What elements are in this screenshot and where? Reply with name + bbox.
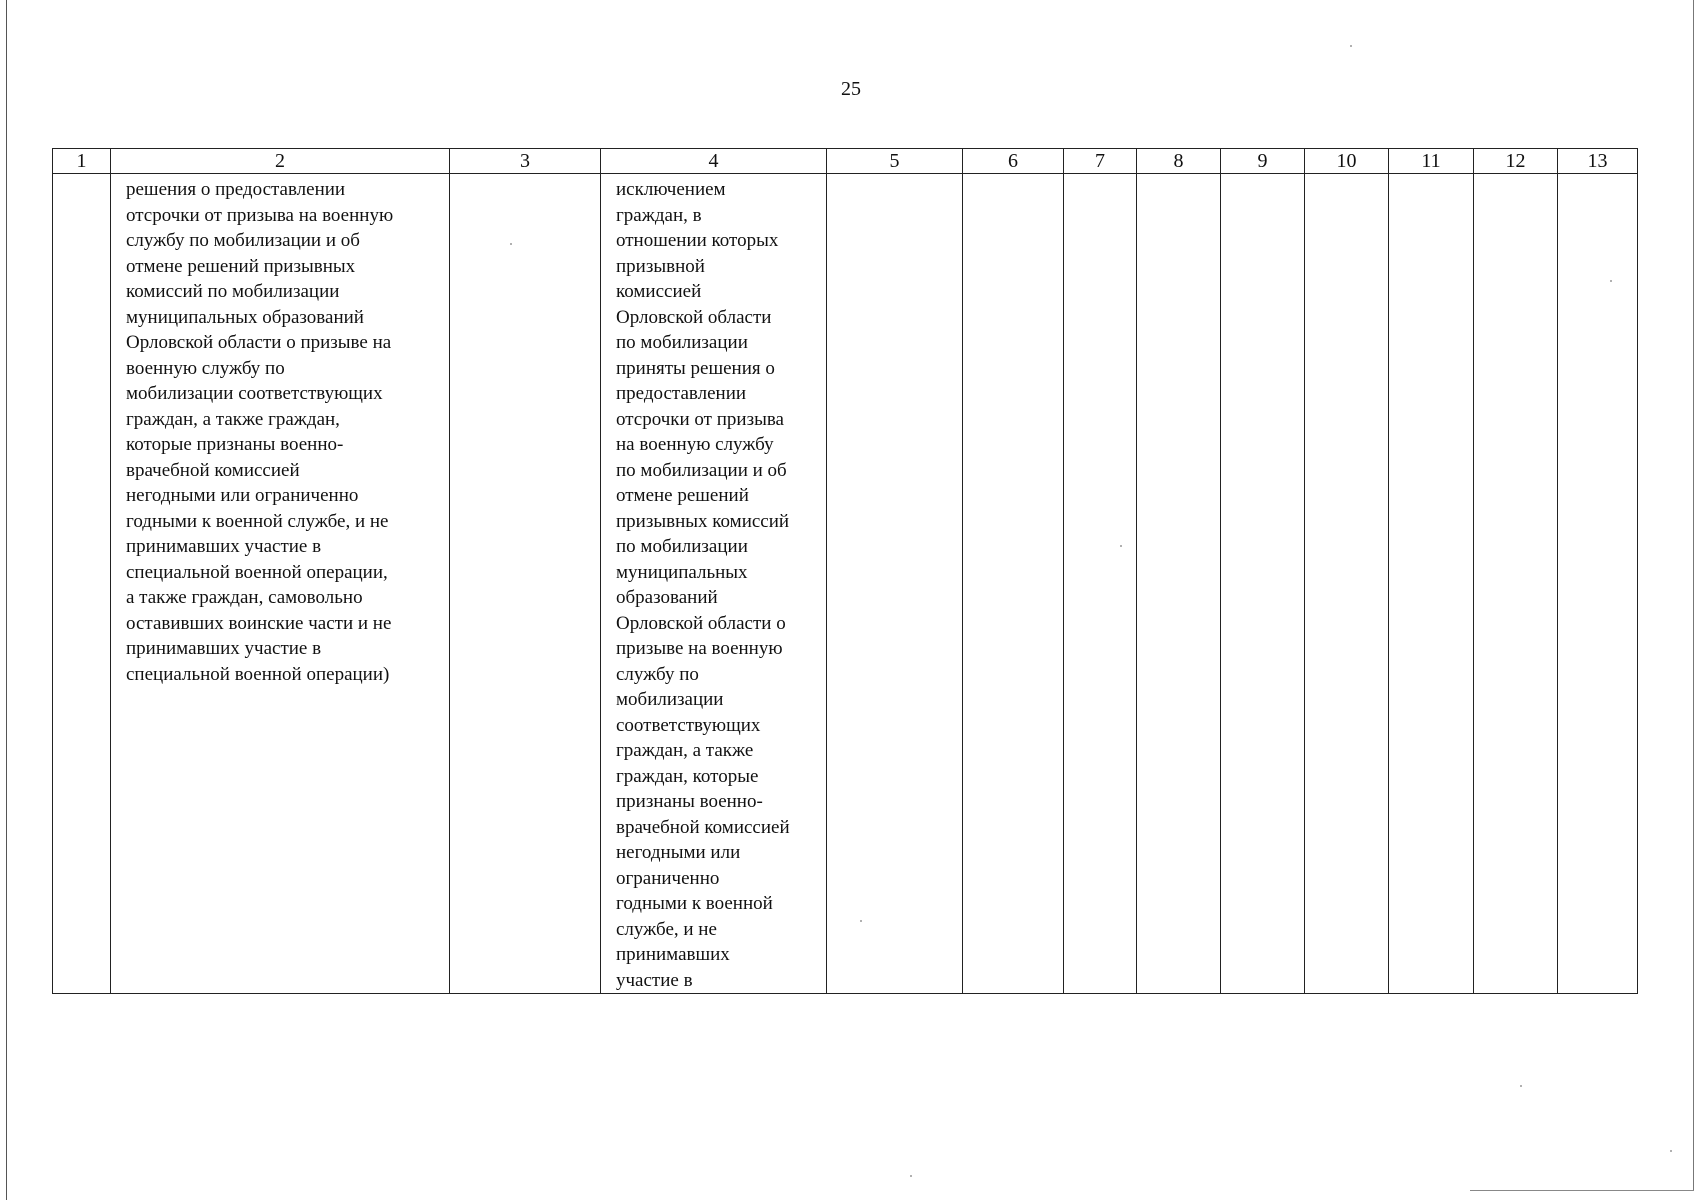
table-row — [53, 174, 1638, 994]
column-number-12: 12 — [1474, 149, 1558, 174]
scan-speck — [1610, 280, 1612, 282]
table-cell-col8 — [1137, 174, 1221, 994]
table-cell-col10 — [1305, 174, 1389, 994]
table-cell-col3 — [450, 174, 601, 994]
table-cell-col2 — [111, 174, 450, 994]
column-number-10: 10 — [1305, 149, 1389, 174]
column-number-3: 3 — [450, 149, 601, 174]
column-number-2: 2 — [111, 149, 450, 174]
column-number-8: 8 — [1137, 149, 1221, 174]
column-number-9: 9 — [1221, 149, 1305, 174]
document-table — [52, 148, 1638, 994]
scan-speck — [1350, 45, 1352, 47]
column-number-4: 4 — [601, 149, 827, 174]
cell-text-col4: исключением граждан, в отношении которых призывной комиссией Орловской области по мобилизации приняты решения о предоставлении отсрочки от призыва на военную службу по мобилизации и об отмене решений призывных комиссий по мобилизации муниципальных образований Орловской области о призыве на военную службу по мобилизации соответствующих граждан, а также граждан, которые признаны военно- врачебной комиссией негодными или ограниченно годными к военной службе, и не принимавших участие в — [616, 179, 790, 991]
table-cell-col5 — [827, 174, 963, 994]
table-cell-col12 — [1474, 174, 1558, 994]
scan-speck — [910, 1175, 912, 1177]
table-cell-col6 — [963, 174, 1064, 994]
column-number-11: 11 — [1389, 149, 1474, 174]
scan-speck — [510, 243, 512, 245]
table-cell-col13 — [1558, 174, 1638, 994]
table-cell-col4 — [601, 174, 827, 994]
table-cell-col9 — [1221, 174, 1305, 994]
scan-edge-left — [6, 0, 7, 1200]
page-number: 25 — [841, 78, 861, 100]
scan-speck — [1670, 1150, 1672, 1152]
column-number-7: 7 — [1064, 149, 1137, 174]
table-cell-col7 — [1064, 174, 1137, 994]
scan-speck — [1120, 545, 1122, 547]
column-number-6: 6 — [963, 149, 1064, 174]
scan-edge-bottom — [1470, 1190, 1694, 1191]
table-cell-col11 — [1389, 174, 1474, 994]
scan-speck — [1520, 1085, 1522, 1087]
table-cell-col1 — [53, 174, 111, 994]
column-number-1: 1 — [53, 149, 111, 174]
scan-speck — [860, 920, 862, 922]
column-number-5: 5 — [827, 149, 963, 174]
column-number-13: 13 — [1558, 149, 1638, 174]
scan-edge-right — [1693, 0, 1694, 1190]
cell-text-col2: решения о предоставлении отсрочки от призыва на военную службу по мобилизации и об отмене решений призывных комиссий по мобилизации муниципальных образований Орловской области о призыве на военную службу по мобилизации соответствующих граждан, а также граждан, которые признаны военно- врачебной комиссией негодными или ограниченно годными к военной службе, и не принимавших участие в специальной военной операции, а также граждан, самовольно оставивших воинские части и не принимавших участие в специальной военной операции) — [126, 179, 394, 685]
column-number-row — [53, 149, 1638, 174]
